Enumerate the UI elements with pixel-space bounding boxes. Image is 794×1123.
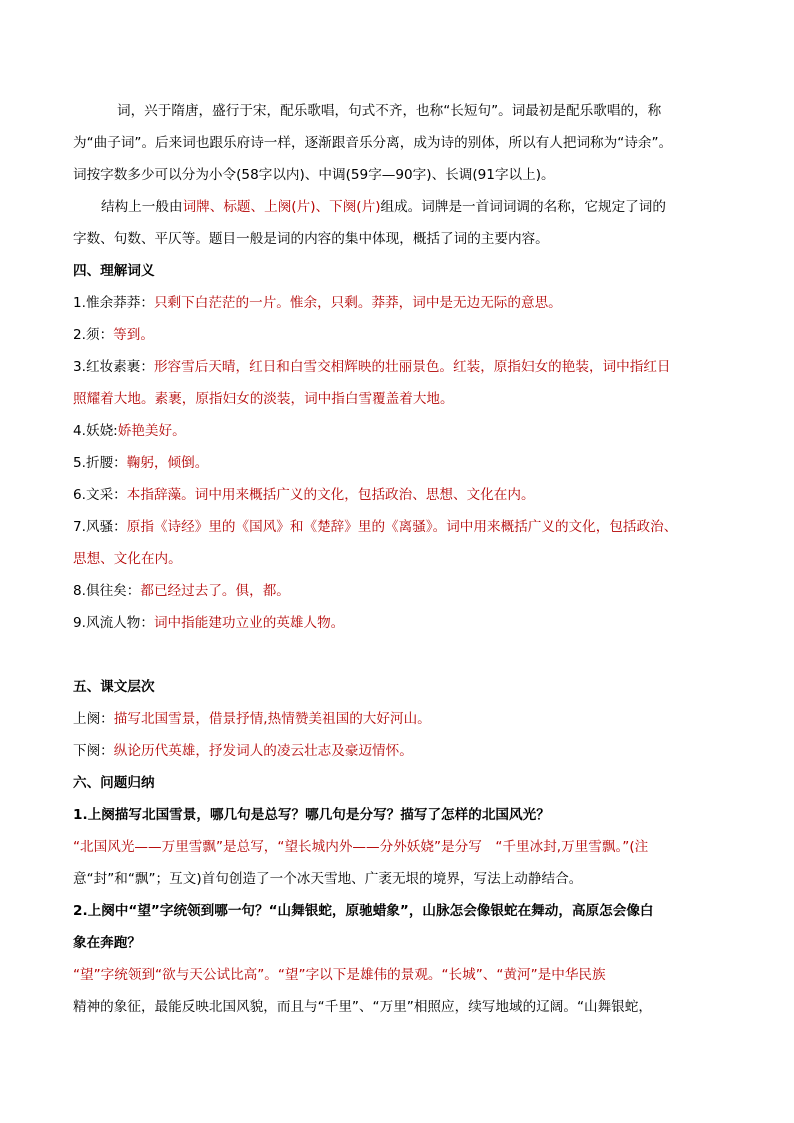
intro-line-4-c: 组成。词牌是一首词词调的名称，它规定了词的 <box>380 199 666 215</box>
definition-text: 本指辞藻。词中用来概括广义的文化，包括政治、思想、文化在内。 <box>126 487 535 503</box>
definition-item <box>73 517 677 537</box>
definition-text: 娇艳美好。 <box>117 423 186 439</box>
definition-continuation: 思想、文化在内。 <box>73 551 182 567</box>
intro-line-4-a: 结构上一般由 <box>101 199 183 215</box>
definition-term: 7.风骚： <box>73 519 127 535</box>
definition-text: 形容雪后天晴，红日和白雪交相辉映的壮丽景色。红装，原指妇女的艳装，词中指红日 <box>153 359 671 375</box>
definition-item <box>73 453 208 473</box>
intro-line-2: 为“曲子词”。后来词也跟乐府诗一样，逐渐跟音乐分离，成为诗的别体，所以有人把词称为“诗余”。 <box>73 135 673 151</box>
definition-term: 5.折腰： <box>73 455 127 471</box>
structure-lower-label: 下阕： <box>73 743 114 759</box>
section-4-heading: 四、理解词义 <box>73 263 155 279</box>
question-1: 1.上阕描写北国雪景，哪几句是总写？哪几句是分写？描写了怎样的北国风光？ <box>73 807 550 823</box>
answer-1-line-2: 意“封”和“飘”；互文)首句创造了一个冰天雪地、广袤无垠的境界，写法上动静结合。 <box>73 871 583 887</box>
definition-item <box>73 325 154 345</box>
section-5-heading: 五、课文层次 <box>73 679 155 695</box>
structure-upper-label: 上阕： <box>73 711 114 727</box>
definition-item <box>73 421 186 441</box>
intro-line-1: 词，兴于隋唐，盛行于宋，配乐歌唱，句式不齐，也称“长短句”。词最初是配乐歌唱的，称 <box>117 103 662 119</box>
question-2-line-1: 2.上阕中“望”字统领到哪一句？“山舞银蛇，原驰蜡象”，山脉怎会像银蛇在舞动，高原怎会像白 <box>73 903 654 919</box>
definition-item <box>73 613 344 633</box>
answer-2-line-1: “望”字统领到“欲与天公试比高”。“望”字以下是雄伟的景观。“长城”、“黄河”是中华民族 <box>73 967 606 983</box>
definition-item <box>73 581 290 601</box>
structure-upper <box>73 709 431 729</box>
structure-upper-text: 描写北国雪景，借景抒情,热情赞美祖国的大好河山。 <box>113 711 431 727</box>
answer-1-line-1: “北国风光——万里雪飘”是总写，“望长城内外——分外妖娆”是分写 “千里冰封,万里雪飘。”(注 <box>73 839 649 855</box>
definition-item <box>73 293 562 313</box>
definition-term: 8.俱往矣： <box>73 583 141 599</box>
definition-text: 原指《诗经》里的《国风》和《楚辞》里的《离骚》。词中用来概括广义的文化，包括政治、 <box>126 519 678 535</box>
intro-line-4 <box>101 197 666 217</box>
definition-term: 1.惟余莽莽： <box>73 295 154 311</box>
definition-term: 9.风流人物： <box>73 615 154 631</box>
definition-item <box>73 485 535 505</box>
definition-text: 只剩下白茫茫的一片。惟余，只剩。莽莽，词中是无边无际的意思。 <box>153 295 562 311</box>
section-6-heading: 六、问题归纳 <box>73 775 155 791</box>
intro-line-5: 字数、句数、平仄等。题目一般是词的内容的集中体现，概括了词的主要内容。 <box>73 231 549 247</box>
definition-text: 都已经过去了。俱，都。 <box>140 583 290 599</box>
definition-text: 鞠躬，倾倒。 <box>126 455 209 471</box>
definition-continuation: 照耀着大地。素裹，原指妇女的淡装，词中指白雪覆盖着大地。 <box>73 391 454 407</box>
definition-text: 等到。 <box>113 327 154 343</box>
intro-line-3: 词按字数多少可以分为小令(58字以内)、中调(59字—90字)、长调(91字以上)。 <box>73 167 555 183</box>
answer-2-line-2: 精神的象征，最能反映北国风貌，而且与“千里”、“万里”相照应，续写地域的辽阔。“山舞银蛇， <box>73 999 652 1015</box>
structure-lower-text: 纵论历代英雄，抒发词人的凌云壮志及豪迈情怀。 <box>113 743 413 759</box>
definition-item <box>73 357 671 377</box>
intro-line-4-highlight: 词牌、标题、上阕(片)、下阕(片) <box>182 199 381 215</box>
definition-term: 2.须： <box>73 327 114 343</box>
definition-term: 4.妖娆: <box>73 423 118 439</box>
definition-term: 3.红妆素裹： <box>73 359 154 375</box>
structure-lower <box>73 741 413 761</box>
question-2-line-2: 象在奔跑？ <box>73 935 141 951</box>
definition-text: 词中指能建功立业的英雄人物。 <box>153 615 345 631</box>
definition-term: 6.文采： <box>73 487 127 503</box>
